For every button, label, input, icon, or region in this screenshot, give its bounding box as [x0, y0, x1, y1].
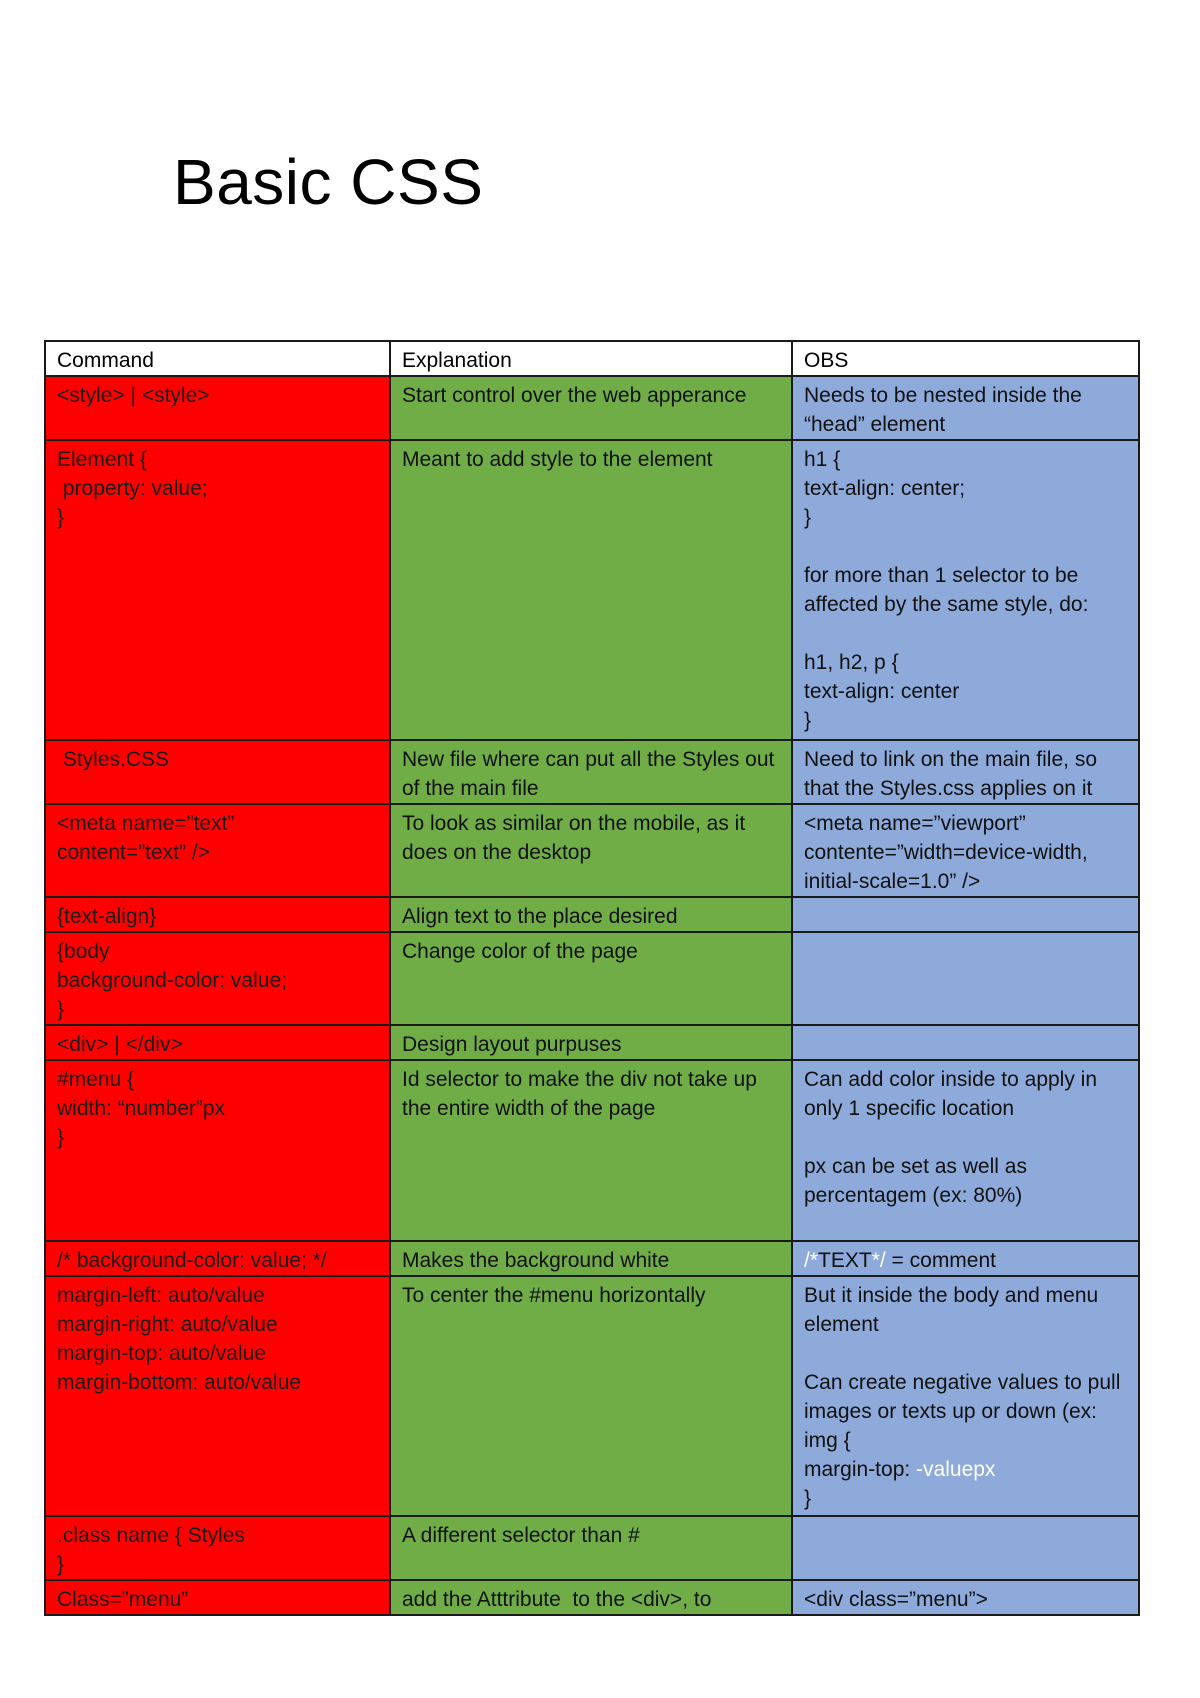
command-cell: #menu { width: “number”px }: [45, 1060, 390, 1241]
command-cell: {body background-color: value; }: [45, 932, 390, 1025]
obs-cell: [792, 1516, 1139, 1580]
css-reference-table: [44, 340, 1140, 1616]
obs-closing-brace: }: [804, 1487, 812, 1510]
obs-cell: [792, 1241, 1139, 1276]
explanation-cell: To center the #menu horizontally: [390, 1276, 792, 1516]
explanation-cell: Align text to the place desired: [390, 897, 792, 932]
obs-cell: <meta name=”viewport” contente=”width=device-width, initial-scale=1.0” />: [792, 804, 1139, 897]
obs-cell: [792, 1276, 1139, 1516]
obs-cell: [792, 1025, 1139, 1060]
command-cell: Element { property: value; }: [45, 440, 390, 740]
table-header-row: [45, 341, 1139, 376]
table-row: [45, 1276, 1139, 1516]
explanation-cell: add the Atttribute to the <div>, to: [390, 1580, 792, 1615]
obs-cell: <div class=”menu”>: [792, 1580, 1139, 1615]
table-row: [45, 1060, 1139, 1241]
table-row: [45, 897, 1139, 932]
explanation-cell: To look as similar on the mobile, as it does on the desktop: [390, 804, 792, 897]
command-cell: Styles.CSS: [45, 740, 390, 804]
comment-label: = comment: [885, 1249, 996, 1272]
explanation-cell: Meant to add style to the element: [390, 440, 792, 740]
table-row: [45, 932, 1139, 1025]
table-row: [45, 1241, 1139, 1276]
comment-open-marker: /*: [804, 1249, 819, 1272]
command-cell: Class=”menu”: [45, 1580, 390, 1615]
obs-text: But it inside the body and menu element Can create negative values to pull images or texts up or down (ex: img { margin-top:: [804, 1284, 1121, 1481]
explanation-cell: Id selector to make the div not take up the entire width of the page: [390, 1060, 792, 1241]
obs-cell: Can add color inside to apply in only 1 specific location px can be set as well as percentagem (ex: 80%): [792, 1060, 1139, 1241]
command-cell: /* background-color: value; */: [45, 1241, 390, 1276]
table-row: [45, 1580, 1139, 1615]
command-cell: <div> | </div>: [45, 1025, 390, 1060]
table-row: [45, 1025, 1139, 1060]
header-explanation: Explanation: [390, 341, 792, 376]
table-row: [45, 804, 1139, 897]
command-cell: <meta name=”text” content=”text” />: [45, 804, 390, 897]
table-row: [45, 740, 1139, 804]
explanation-cell: Start control over the web apperance: [390, 376, 792, 440]
explanation-cell: Makes the background white: [390, 1241, 792, 1276]
header-obs: OBS: [792, 341, 1139, 376]
obs-cell: Need to link on the main file, so that the Styles.css applies on it: [792, 740, 1139, 804]
explanation-cell: A different selector than #: [390, 1516, 792, 1580]
explanation-cell: New file where can put all the Styles out of the main file: [390, 740, 792, 804]
comment-close-marker: */: [871, 1249, 886, 1272]
explanation-cell: Design layout purpuses: [390, 1025, 792, 1060]
explanation-cell: Change color of the page: [390, 932, 792, 1025]
command-cell: <style> | <style>: [45, 376, 390, 440]
page-title: Basic CSS: [173, 146, 484, 218]
negative-value-text: -valuepx: [916, 1458, 996, 1481]
command-cell: .class name { Styles }: [45, 1516, 390, 1580]
comment-text: TEXT: [818, 1249, 872, 1272]
table-row: [45, 1516, 1139, 1580]
table-row: [45, 440, 1139, 740]
command-cell: {text-align}: [45, 897, 390, 932]
command-cell: margin-left: auto/value margin-right: auto/value margin-top: auto/value margin-bottom: auto/value: [45, 1276, 390, 1516]
obs-cell: [792, 932, 1139, 1025]
obs-cell: h1 { text-align: center; } for more than 1 selector to be affected by the same style, do: h1, h2, p { text-align: center }: [792, 440, 1139, 740]
header-command: Command: [45, 341, 390, 376]
table-row: [45, 376, 1139, 440]
obs-cell: [792, 897, 1139, 932]
obs-cell: Needs to be nested inside the “head” element: [792, 376, 1139, 440]
